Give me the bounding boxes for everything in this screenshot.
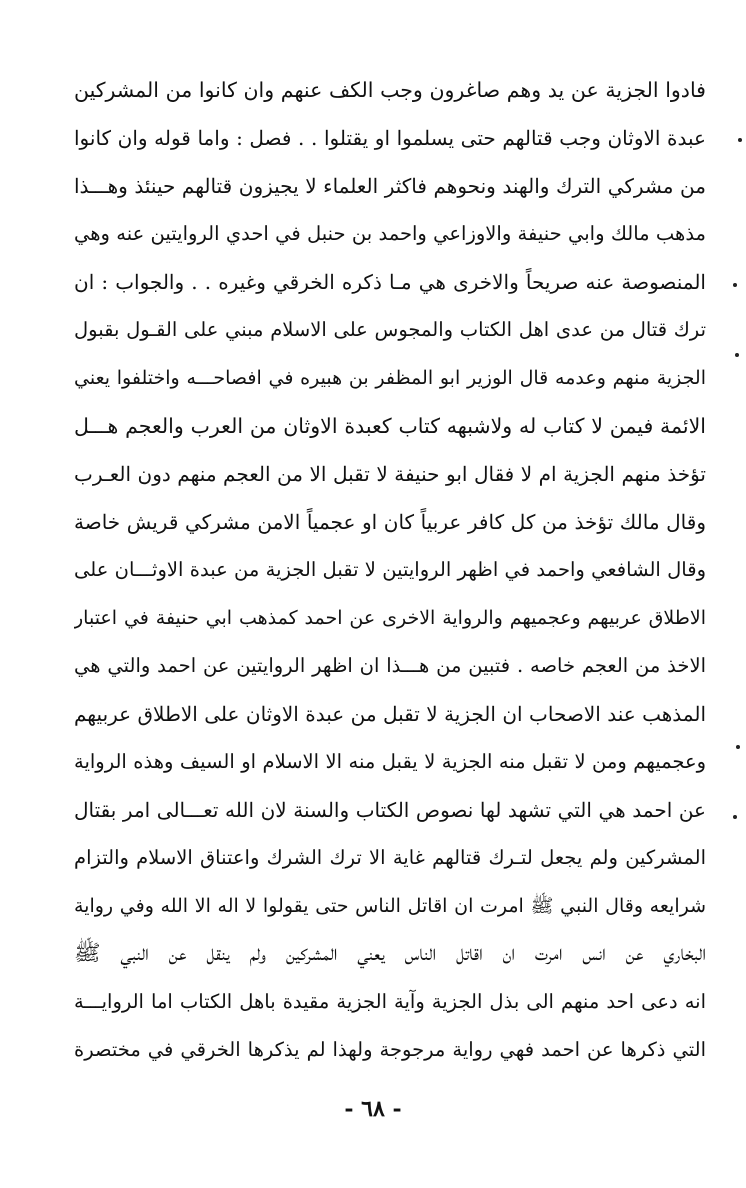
margin-speck <box>736 745 740 749</box>
text-line-5: المنصوصة عنه صريحاً والاخرى هي مـا ذكره الخرقي وغيره . . والجواب : ان <box>74 270 706 294</box>
text-line-11: وقال الشافعي واحمد في اظهر الروايتين لا تقبل الجزية من عبدة الاوثـــان على <box>74 558 706 581</box>
text-line-21: التي ذكرها عن احمد فهي رواية مرجوجة ولهذا لم يذكرها الخرقي في مختصرة <box>74 1038 706 1061</box>
body-text <box>74 66 706 1074</box>
text-line-14: المذهب عند الاصحاب ان الجزية لا تقبل من عبدة الاوثان على الاطلاق عربيهم <box>74 702 706 726</box>
text-line-12: الاطلاق عربيهم وعجميهم والرواية الاخرى عن احمد كمذهب ابي حنيفة في اعتبار <box>74 607 706 629</box>
margin-speck <box>735 353 739 357</box>
page-number: - ٦٨ - <box>344 1096 402 1122</box>
text-line-6: ترك قتال من عدى اهل الكتاب والمجوس على الاسلام مبني على القـول بقبول <box>74 318 706 341</box>
text-line-15: وعجميهم ومن لا تقبل منه الجزية لا يقبل منه الا الاسلام او السيف وهذه الرواية <box>74 750 706 773</box>
text-line-1: فادوا الجزية عن يد وهم صاغرون وجب الكف عنهم وان كانوا من المشركين <box>74 78 706 102</box>
text-line-16: عن احمد هي التي تشهد لها نصوص الكتاب والسنة لان الله تعـــالى امر بقتال <box>74 798 706 822</box>
text-line-19: البخاري عن انس امرت ان اقاتل الناس يعني المشركين ولم ينقل عن النبي ﷺ <box>74 941 706 966</box>
margin-speck <box>733 283 737 287</box>
margin-speck <box>738 138 742 142</box>
text-line-8: الائمة فيمن لا كتاب له ولاشبهه كتاب كعبدة الاوثان من العرب والعجم هـــل <box>74 414 706 438</box>
text-line-17: المشركين ولم يجعل لتـرك قتالهم غاية الا ترك الشرك واعتناق الاسلام والتزام <box>74 846 706 869</box>
text-line-13: الاخذ من العجم خاصه . فتبين من هـــذا ان اظهر الروايتين عن احمد والتي هي <box>74 654 706 677</box>
text-line-4: مذهب مالك وابي حنيفة والاوزاعي واحمد بن حنبل في احدي الروايتين عنه وهي <box>74 222 706 245</box>
text-line-9: تؤخذ منهم الجزية ام لا فقال ابو حنيفة لا تقبل الا من العجم منهم دون العـرب <box>74 462 706 486</box>
text-line-20: انه دعى احد منهم الى بذل الجزية وآية الجزية مقيدة باهل الكتاب اما الروايـــة <box>74 990 706 1013</box>
text-line-7: الجزية منهم وعدمه قال الوزير ابو المظفر بن هبيره في افصاحـــه واختلفوا يعني <box>74 367 706 389</box>
text-line-10: وقال مالك تؤخذ من كل كافر عربياً كان او عجمياً الامن مشركي قريش خاصة <box>74 510 706 534</box>
text-line-3: من مشركي الترك والهند ونحوهم فاكثر العلماء لا يجيزون قتالهم حينئذ وهـــذا <box>74 174 706 198</box>
text-line-18: شرايعه وقال النبي ﷺ امرت ان اقاتل الناس حتى يقولوا لا اله الا الله وفي رواية <box>74 895 706 917</box>
margin-speck <box>733 815 737 819</box>
text-line-2: عبدة الاوثان وجب قتالهم حتى يسلموا او يقتلوا . . فصل : واما قوله وان كانوا <box>74 126 706 150</box>
